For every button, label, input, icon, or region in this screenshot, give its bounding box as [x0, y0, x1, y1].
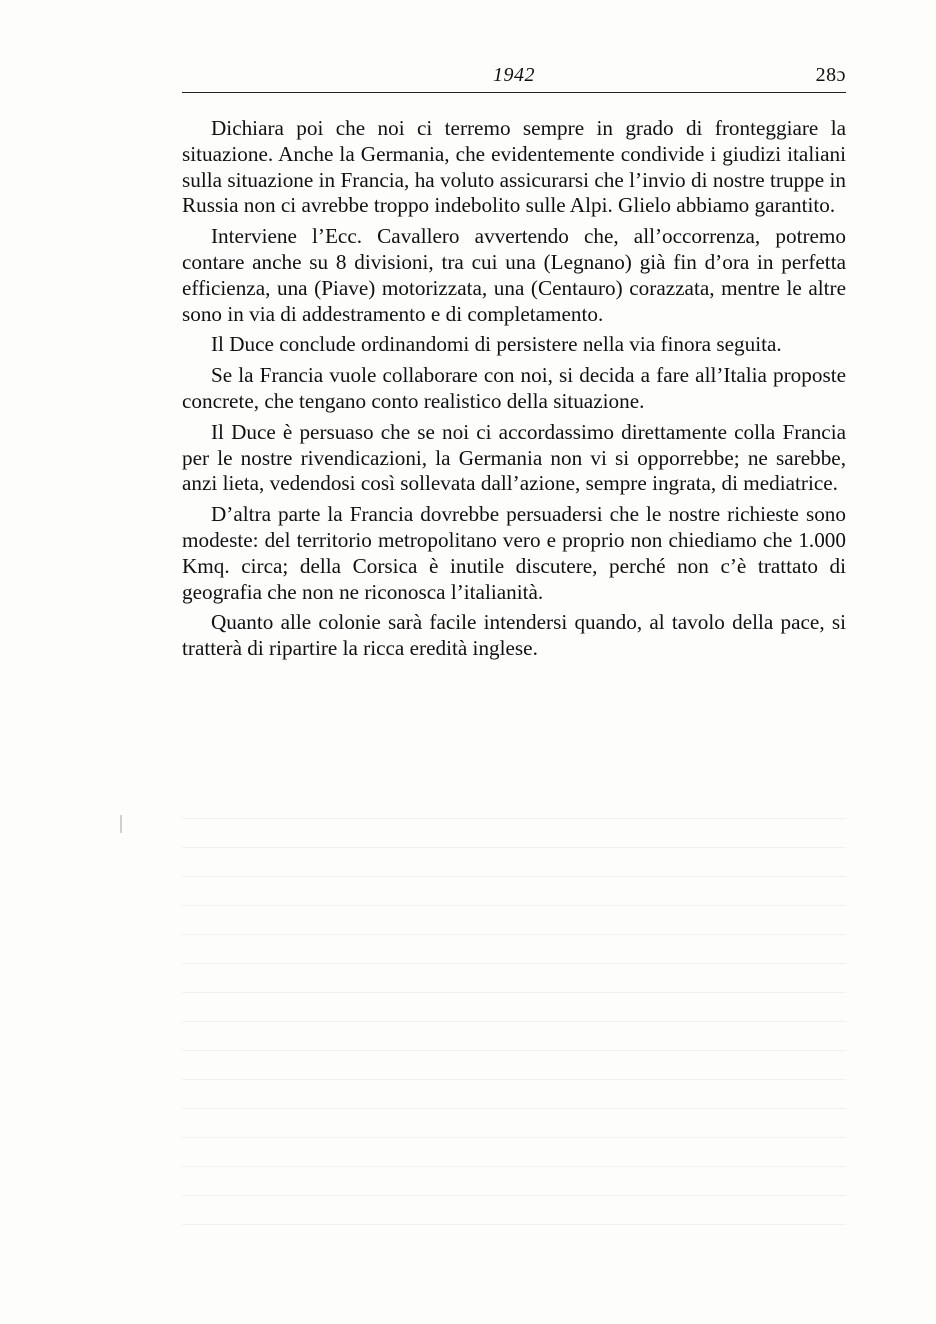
show-through-line	[182, 1167, 846, 1196]
paragraph: Quanto alle colonie sarà facile intendersi quando, al tavolo della pace, si tratterà di ripartire la ricca eredità inglese.	[182, 610, 846, 661]
show-through-line	[182, 848, 846, 877]
show-through-line	[182, 1138, 846, 1167]
show-through-line	[182, 1022, 846, 1051]
paragraph: Interviene l’Ecc. Cavallero avvertendo che, all’occorrenza, potremo contare anche su 8 divisioni, tra cui una (Legnano) già fin d’ora in perfetta efficienza, una (Piave) motorizzata, una (Centauro) corazzata, mentre le altre sono in via di addestramento e di completamento.	[182, 224, 846, 326]
paragraph: Dichiara poi che noi ci terremo sempre in grado di fronteggiare la situazione. Anche la Germania, che evidentemente condivide i giudizi italiani sulla situazione in Francia, ha voluto assicurarsi che l’invio di nostre truppe in Russia non ci avrebbe troppo indebolito sulle Alpi. Glielo abbiamo garantito.	[182, 116, 846, 218]
page-header	[182, 62, 846, 93]
body-text	[182, 116, 846, 667]
show-through-line	[182, 1109, 846, 1138]
paragraph: D’altra parte la Francia dovrebbe persuadersi che le nostre richieste sono modeste: del territorio metropolitano vero e proprio non chiediamo che 1.000 Kmq. circa; della Corsica è inutile discutere, perché non c’è trattato di geografia che non ne riconosca l’italianità.	[182, 502, 846, 604]
show-through-line	[182, 993, 846, 1022]
show-through-line	[182, 877, 846, 906]
page-number: 28ɔ	[815, 64, 846, 86]
paragraph: Se la Francia vuole collaborare con noi, si decida a fare all’Italia proposte concrete, che tengano conto realistico della situazione.	[182, 363, 846, 413]
margin-mark	[120, 815, 122, 833]
show-through-line	[182, 819, 846, 848]
show-through-line	[182, 935, 846, 964]
reverse-page-show-through	[182, 790, 846, 1250]
paragraph: Il Duce conclude ordinandomi di persistere nella via finora seguita.	[211, 332, 782, 357]
show-through-line	[182, 1196, 846, 1225]
show-through-line	[182, 906, 846, 935]
show-through-line	[182, 1051, 846, 1080]
show-through-line	[182, 790, 846, 819]
show-through-line	[182, 1080, 846, 1109]
paragraph: Il Duce è persuaso che se noi ci accordassimo direttamente colla Francia per le nostre rivendicazioni, la Germania non vi si opporrebbe; ne sarebbe, anzi lieta, vedendosi così sollevata dall’azione, sempre ingrata, di mediatrice.	[182, 419, 846, 496]
show-through-line	[182, 964, 846, 993]
running-head-year: 1942	[493, 64, 535, 86]
